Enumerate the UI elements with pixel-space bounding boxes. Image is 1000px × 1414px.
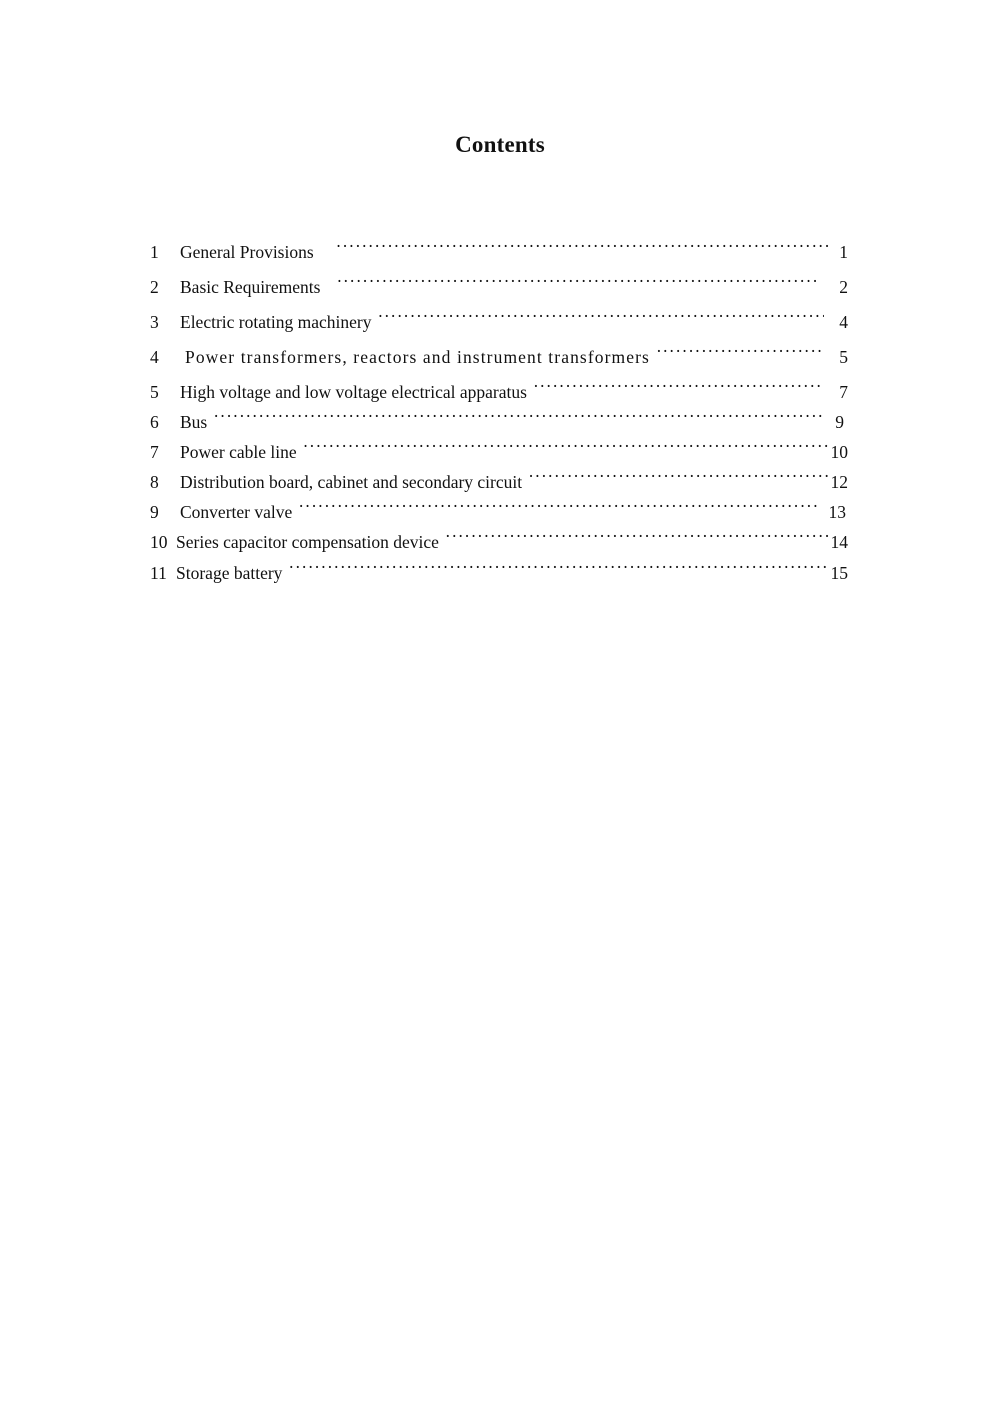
toc-entry-title: High voltage and low voltage electrical apparatus bbox=[180, 382, 527, 402]
toc-entry-number: 10 bbox=[150, 532, 168, 552]
toc-entry-title: Basic Requirements bbox=[180, 277, 321, 297]
dot-leader bbox=[528, 464, 830, 488]
dot-leader bbox=[288, 555, 828, 579]
toc-entry[interactable] bbox=[150, 269, 850, 297]
toc-entry-title: Series capacitor compensation device bbox=[176, 532, 439, 552]
dot-leader bbox=[445, 524, 829, 548]
toc-entry-number: 6 bbox=[150, 412, 159, 432]
page-title: Contents bbox=[455, 132, 545, 157]
toc-entry-number: 7 bbox=[150, 442, 159, 462]
toc-entry-number: 8 bbox=[150, 472, 159, 492]
toc-entry[interactable] bbox=[150, 374, 850, 402]
toc-entry-page: 1 bbox=[839, 242, 848, 262]
toc-entry-page: 10 bbox=[830, 442, 848, 462]
toc-entry-number: 5 bbox=[150, 382, 159, 402]
dot-leader bbox=[377, 304, 824, 328]
toc-entry-page: 12 bbox=[830, 472, 848, 492]
toc-entry-title: Power cable line bbox=[180, 442, 297, 462]
dot-leader bbox=[533, 374, 824, 398]
toc-entry-number: 3 bbox=[150, 312, 159, 332]
toc-entry-page: 5 bbox=[839, 347, 848, 367]
toc-entry-page: 7 bbox=[839, 382, 848, 402]
toc-entry-number: 4 bbox=[150, 347, 159, 367]
toc-entry-title: Storage battery bbox=[176, 563, 283, 583]
toc-entry-page: 15 bbox=[830, 563, 848, 583]
toc-entry-page: 13 bbox=[828, 502, 846, 522]
toc-entry[interactable] bbox=[150, 234, 850, 262]
toc-entry-title: Distribution board, cabinet and secondary circuit bbox=[180, 472, 523, 492]
toc-entry-page: 2 bbox=[839, 277, 848, 297]
toc-entry-title: General Provisions bbox=[180, 242, 314, 262]
toc-entry-title: Power transformers, reactors and instrument transformers bbox=[185, 347, 650, 367]
toc-entry[interactable] bbox=[150, 339, 850, 367]
toc-entry[interactable] bbox=[150, 494, 850, 522]
dot-leader bbox=[298, 494, 816, 518]
toc-entry-number: 1 bbox=[150, 242, 159, 262]
toc-entry[interactable] bbox=[150, 555, 850, 583]
toc-entry-title: Converter valve bbox=[180, 502, 293, 522]
dot-leader bbox=[656, 339, 824, 363]
toc-entry[interactable] bbox=[150, 304, 850, 332]
toc-entry-title: Electric rotating machinery bbox=[180, 312, 372, 332]
dot-leader bbox=[336, 234, 832, 258]
toc-entry-title: Bus bbox=[180, 412, 208, 432]
dot-leader bbox=[336, 269, 816, 293]
toc-entry[interactable] bbox=[150, 464, 850, 492]
toc-entry-page: 4 bbox=[839, 312, 848, 332]
dot-leader bbox=[213, 404, 824, 428]
toc-entry-number: 11 bbox=[150, 563, 167, 583]
toc-entry[interactable] bbox=[150, 404, 850, 432]
toc-entry-number: 9 bbox=[150, 502, 159, 522]
dot-leader bbox=[303, 434, 829, 458]
toc-entry-page: 9 bbox=[835, 412, 844, 432]
toc-entry[interactable] bbox=[150, 524, 850, 552]
toc-entry[interactable] bbox=[150, 434, 850, 462]
toc-entry-number: 2 bbox=[150, 277, 159, 297]
toc-entry-page: 14 bbox=[830, 532, 848, 552]
